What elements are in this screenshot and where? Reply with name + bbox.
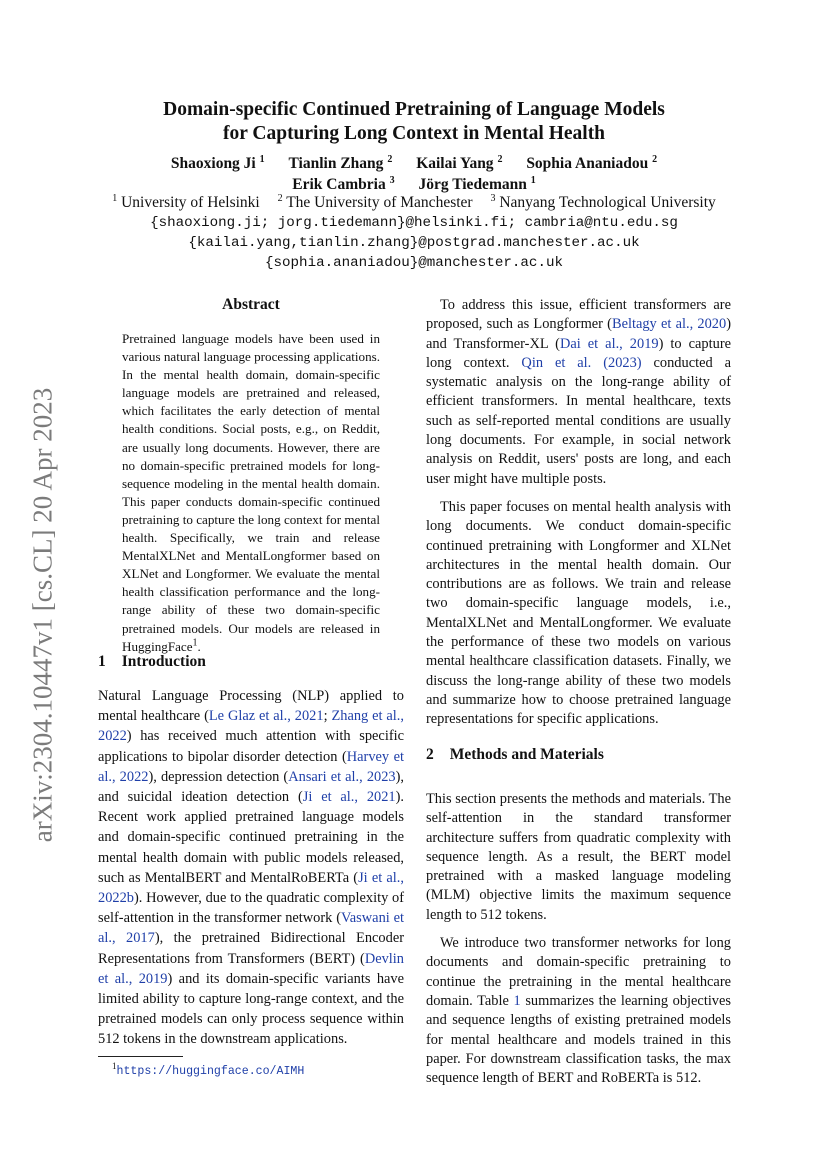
arxiv-stamp-text: arXiv:2304.10447v1 [cs.CL] 20 Apr 2023 bbox=[27, 387, 58, 843]
citation-link[interactable]: Ji et al., 2021 bbox=[302, 789, 396, 806]
email-line: {kailai.yang,tianlin.zhang}@postgrad.manchester.ac.uk bbox=[188, 235, 640, 251]
methods-body bbox=[426, 790, 731, 1097]
text-run: ; bbox=[323, 708, 332, 725]
citation-link[interactable]: Dai et al., 2019 bbox=[559, 335, 659, 352]
text-run: ) and Transformer-XL ( bbox=[426, 316, 731, 352]
affiliations bbox=[80, 193, 748, 213]
citation-link[interactable]: Ansari et al., 2023 bbox=[288, 768, 396, 785]
paragraph-transformer-networks bbox=[426, 934, 731, 1088]
citation-link[interactable]: Ji et al., 2022b bbox=[98, 869, 404, 907]
text-run: Natural Language Processing (NLP) applied to mental healthcare ( bbox=[98, 688, 404, 725]
citation-link[interactable]: Le Glaz et al., 2021 bbox=[208, 708, 324, 725]
author: Shaoxiong Ji $^1$ bbox=[170, 153, 265, 172]
text-run: conducted a systematic analysis on the long-range ability of efficient transformers. In mental healthcare, texts such as self-reported mental conditions are usually long documents. For example, in social network analysis on Reddit, users' posts are long, and each user might have multiple posts. bbox=[426, 354, 731, 487]
citation-link[interactable]: Devlin et al., 2019 bbox=[98, 950, 404, 987]
text-run: ) has received much attention with specific applications to bipolar disorder detection ( bbox=[98, 728, 404, 765]
author: Sophia Ananiadou $^2$ bbox=[526, 153, 658, 172]
email-line: {shaoxiong.ji; jorg.tiedemann}@helsinki.fi; cambria@ntu.edu.sg bbox=[150, 215, 678, 231]
text-run: ). Recent work applied pretrained language models and domain-specific continued pretraining in the mental health domain with public models released, such as MentalBERT and MentalRoBERTa ( bbox=[98, 789, 404, 886]
paragraph-contributions: This paper focuses on mental health analysis with long documents. We conduct domain-specific continued pretraining with Longformer and XLNet architectures in the mental health domain. Our contributions are as follows. We train and release two domain-specific language models, i.e., MentalXLNet and MentalLongformer. We evaluate the performance of these two models on various mental healthcare classification datasets. Finally, we discuss the long-range ability of these two models and summarize how to choose pretrained language representations for specific applications. bbox=[426, 498, 731, 728]
citation-link[interactable]: Harvey et al., 2022 bbox=[98, 748, 404, 785]
author: Kailai Yang $^2$ bbox=[416, 153, 503, 172]
author-emails bbox=[80, 213, 748, 273]
text-run: ) and its domain-specific variants have limited ability to capture long-range context, and the pretrained models can only process sequence within 512 tokens in the downstream applications. bbox=[98, 970, 404, 1048]
footnote-number: 1 bbox=[112, 1061, 117, 1071]
abstract-body: Pretrained language models have been used in various natural language processing applications. In the mental health domain, domain-specific language models are pretrained and released, which facilitates the early detection of mental health conditions. Social posts, e.g., on Reddit, are usually long documents. However, there are no domain-specific pretrained models for long-sequence modeling in the mental health domain. This paper conducts domain-specific continued pretraining to capture the long context for mental health. Specifically, we train and release MentalXLNet and MentalLongformer based on XLNet and Longformer. We evaluate the mental health classification performance and the long-range ability of these two domain-specific pretrained models. Our models are released in HuggingFace$^1$. bbox=[122, 331, 380, 654]
section-heading-introduction: 1 Introduction bbox=[98, 653, 206, 670]
text-run: ). However, due to the quadratic complexity of self-attention in the transformer network ( bbox=[98, 890, 404, 927]
paragraph-efficient-transformers bbox=[426, 296, 731, 489]
citation-link[interactable]: Vaswani et al., 2017 bbox=[98, 910, 404, 947]
footnote bbox=[112, 1061, 304, 1078]
affiliation: $^1$ University of Helsinki bbox=[112, 192, 260, 211]
email-line: {sophia.ananiadou}@manchester.ac.uk bbox=[265, 255, 563, 271]
introduction-paragraph bbox=[98, 686, 404, 1050]
text-run: ) to capture long context. bbox=[426, 335, 731, 371]
author-list bbox=[100, 153, 728, 195]
affiliation: $^2$ The University of Manchester bbox=[277, 192, 473, 211]
arxiv-stamp bbox=[18, 365, 68, 865]
abstract-heading: Abstract bbox=[222, 296, 280, 313]
author: Tianlin Zhang $^2$ bbox=[288, 153, 393, 172]
text-run: ), depression detection ( bbox=[148, 768, 289, 785]
authors-row-1 bbox=[100, 153, 728, 174]
citation-link[interactable]: Qin et al. (2023) bbox=[521, 354, 642, 371]
citation-link[interactable]: Zhang et al., 2022 bbox=[98, 708, 404, 745]
footnote-divider bbox=[98, 1056, 183, 1057]
paper-title bbox=[100, 98, 728, 146]
section-heading-methods: 2 Methods and Materials bbox=[426, 746, 604, 763]
title-line-1: Domain-specific Continued Pretraining of Language Models bbox=[163, 99, 665, 120]
text-run: We introduce two transformer networks for long documents and domain-specific pretraining to continue the pretraining in the mental healthcare domain. Table bbox=[426, 935, 731, 1009]
right-column-intro bbox=[426, 296, 731, 739]
citation-link[interactable]: 1 bbox=[513, 992, 521, 1009]
footnote-marker[interactable]: 1 bbox=[192, 637, 198, 649]
citation-link[interactable]: Beltagy et al., 2020 bbox=[611, 316, 727, 333]
title-line-2: for Capturing Long Context in Mental Health bbox=[222, 123, 606, 144]
paragraph-methods-overview: This section presents the methods and materials. The self-attention in the standard transformer architecture suffers from quadratic complexity with sequence length. As a result, the BERT model pretrained with a masked language modeling (MLM) objective limits the maximum sequence length to 512 tokens. bbox=[426, 791, 731, 923]
authors-row-2 bbox=[100, 174, 728, 195]
text-run: ), the pretrained Bidirectional Encoder Representations from Transformers (BERT) ( bbox=[98, 930, 405, 967]
author: Jörg Tiedemann $^1$ bbox=[418, 174, 536, 193]
text-run: summarizes the learning objectives and sequence lengths of existing pretrained models for mental healthcare and models trained in this paper. For downstream classification tasks, the max sequence length of BERT and RoBERTa is 512. bbox=[426, 992, 731, 1087]
text-run: To address this issue, efficient transformers are proposed, such as Longformer ( bbox=[426, 297, 731, 333]
author: Erik Cambria $^3$ bbox=[292, 174, 395, 193]
text-run: ), and suicidal ideation detection ( bbox=[98, 768, 405, 806]
affiliation: $^3$ Nanyang Technological University bbox=[490, 192, 716, 211]
footnote-link[interactable]: https://huggingface.co/AIMH bbox=[116, 1064, 305, 1078]
